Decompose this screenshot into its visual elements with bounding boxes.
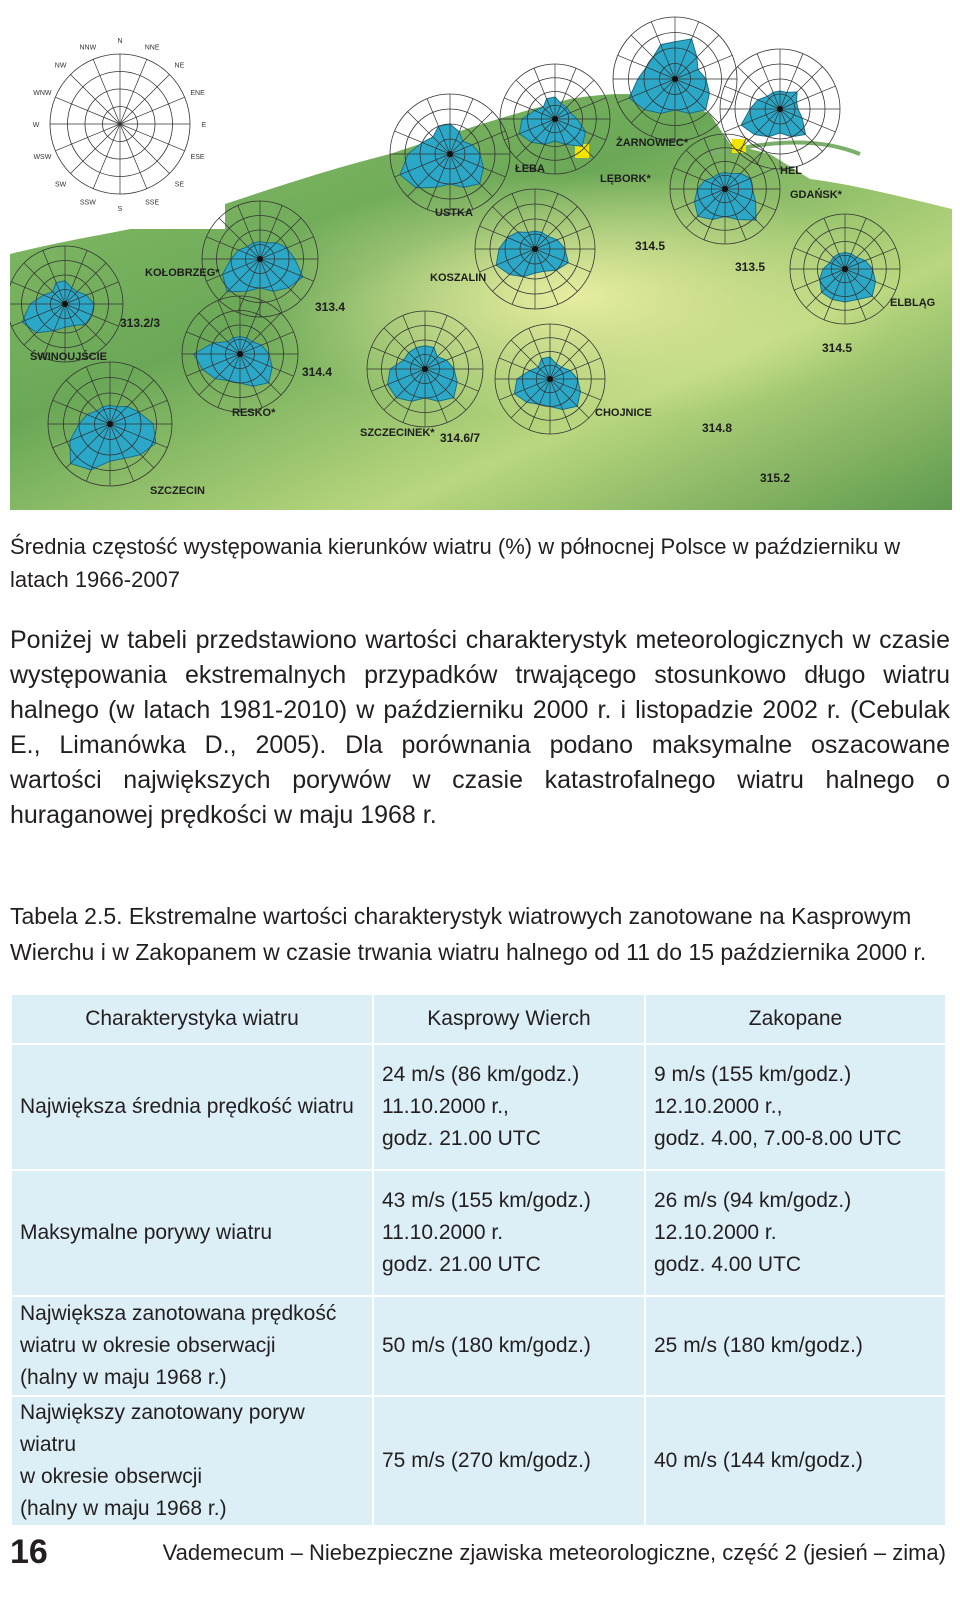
zakopane-value: 25 m/s (180 km/godz.): [645, 1296, 946, 1396]
station-label: HEL: [780, 165, 802, 177]
wind-rose-map: [10, 4, 952, 510]
zakopane-value: 40 m/s (144 km/godz.): [645, 1396, 946, 1526]
station-dot: [422, 366, 428, 372]
table-row: [11, 1044, 946, 1170]
row-label: Największy zanotowany poryw wiatru w okresie obserwcji (halny w maju 1968 r.): [11, 1396, 373, 1526]
region-code-label: 313.5: [735, 260, 766, 274]
wind-rose: [390, 94, 510, 214]
compass-label: ESE: [190, 154, 205, 162]
compass-label: NE: [174, 62, 185, 70]
row-label: Maksymalne porywy wiatru: [11, 1170, 373, 1296]
region-code-label: 314.5: [822, 341, 853, 355]
wind-rose: [790, 214, 900, 324]
station-label: GDAŃSK*: [790, 189, 842, 201]
zakopane-value: 9 m/s (155 km/godz.) 12.10.2000 r., godz. 4.00, 7.00-8.00 UTC: [645, 1044, 946, 1170]
table-row: [11, 1396, 946, 1526]
station-label: USTKA: [435, 207, 473, 219]
wind-rose: [182, 296, 298, 412]
compass-label: NW: [54, 62, 67, 70]
station-dot: [257, 256, 263, 262]
region-code-label: 314.8: [702, 421, 733, 435]
station-label: ŚWINOUJŚCIE: [30, 351, 108, 363]
compass-label: SSW: [79, 199, 96, 207]
header-zakopane: Zakopane: [645, 994, 946, 1044]
wind-rose: [367, 311, 483, 427]
figure-caption: Średnia częstość występowania kierunków wiatru (%) w północnej Polsce w październiku w latach 1966-2007: [10, 534, 901, 592]
publication-title: Vademecum – Niebezpieczne zjawiska meteorologiczne, część 2 (jesień – zima): [162, 1540, 946, 1565]
wind-extremes-table: [10, 993, 947, 1527]
kasprowy-value: 24 m/s (86 km/godz.) 11.10.2000 r., godz. 21.00 UTC: [373, 1044, 645, 1170]
zakopane-value: 26 m/s (94 km/godz.) 12.10.2000 r. godz. 4.00 UTC: [645, 1170, 946, 1296]
page-number: 16: [10, 1533, 48, 1571]
table-header-row: [11, 994, 946, 1044]
compass-label: S: [117, 206, 123, 213]
wind-rose: [495, 324, 605, 434]
station-dot: [107, 421, 113, 427]
compass-label: WNW: [33, 89, 52, 97]
station-label: SZCZECIN: [150, 485, 205, 497]
table-caption: Tabela 2.5. Ekstremalne wartości charakterystyk wiatrowych zanotowane na Kasprowym Wierchu i w Zakopanem w czasie trwania wiatru halnego od 11 do 15 października 2000 r.: [10, 903, 927, 965]
station-dot: [672, 76, 678, 82]
station-label: ŁEBA: [515, 163, 545, 175]
kasprowy-value: 43 m/s (155 km/godz.) 11.10.2000 r. godz. 21.00 UTC: [373, 1170, 645, 1296]
compass-label: SE: [174, 181, 185, 189]
compass-label: NNE: [144, 44, 160, 52]
station-dot: [237, 351, 243, 357]
row-label: Największa zanotowana prędkość wiatru w okresie obserwacji (halny w maju 1968 r.): [11, 1296, 373, 1396]
region-code-label: 313.2/3: [120, 316, 161, 330]
station-dot: [547, 376, 553, 382]
marker-zarnowiec: [732, 139, 746, 153]
station-label: LĘBORK*: [600, 173, 651, 185]
region-code-label: 315.2: [760, 471, 791, 485]
compass-label: NNW: [79, 44, 97, 52]
station-label: SZCZECINEK*: [360, 427, 435, 439]
station-label: ELBLĄG: [890, 297, 936, 309]
compass-label: WSW: [33, 154, 52, 162]
table-row: [11, 1170, 946, 1296]
wind-rose: [720, 49, 840, 169]
region-code-label: 314.4: [302, 365, 333, 379]
wind-rose: [48, 362, 172, 486]
region-code-label: 313.4: [315, 300, 346, 314]
compass-label: N: [117, 38, 123, 45]
wind-rose: [613, 17, 737, 141]
kasprowy-value: 50 m/s (180 km/godz.): [373, 1296, 645, 1396]
wind-rose: [670, 134, 780, 244]
compass-label: ENE: [190, 89, 205, 97]
row-label: Największa średnia prędkość wiatru: [11, 1044, 373, 1170]
station-dot: [552, 116, 558, 122]
station-dot: [62, 301, 68, 307]
station-label: KOSZALIN: [430, 272, 487, 284]
header-kasprowy: Kasprowy Wierch: [373, 994, 645, 1044]
wind-rose-legend: [15, 29, 225, 229]
station-label: KOŁOBRZEG*: [145, 267, 220, 279]
compass-label: SW: [54, 181, 67, 189]
station-dot: [842, 266, 848, 272]
station-dot: [447, 151, 453, 157]
station-dot: [777, 106, 783, 112]
kasprowy-value: 75 m/s (270 km/godz.): [373, 1396, 645, 1526]
wind-rose: [500, 64, 610, 174]
region-code-label: 314.6/7: [440, 431, 481, 445]
header-characteristic: Charakterystyka wiatru: [11, 994, 373, 1044]
compass-label: E: [201, 122, 207, 129]
station-label: CHOJNICE: [595, 407, 652, 419]
station-label: RESKO*: [232, 407, 276, 419]
region-code-label: 314.5: [635, 239, 666, 253]
compass-label: SSE: [145, 199, 160, 207]
station-dot: [722, 186, 728, 192]
compass-label: W: [32, 122, 40, 129]
table-row: [11, 1296, 946, 1396]
station-dot: [532, 246, 538, 252]
station-label: ŻARNOWIEC*: [616, 137, 689, 149]
wind-rose: [475, 189, 595, 309]
wind-rose-map-svg: [10, 4, 952, 510]
body-paragraph: Poniżej w tabeli przedstawiono wartości charakterystyk meteorologicznych w czasie występowania ekstremalnych przypadków trwającego stosunkowo długo wiatru halnego (w latach 1981-2010) w październiku 2000 r. i listopadzie 2002 r. (Cebulak E., Limanówka D., 2005). Dla porównania podano maksymalne oszacowane wartości największych porywów w czasie katastrofalnego wiatru halnego o huraganowej prędkości w maju 1968 r.: [10, 626, 950, 829]
